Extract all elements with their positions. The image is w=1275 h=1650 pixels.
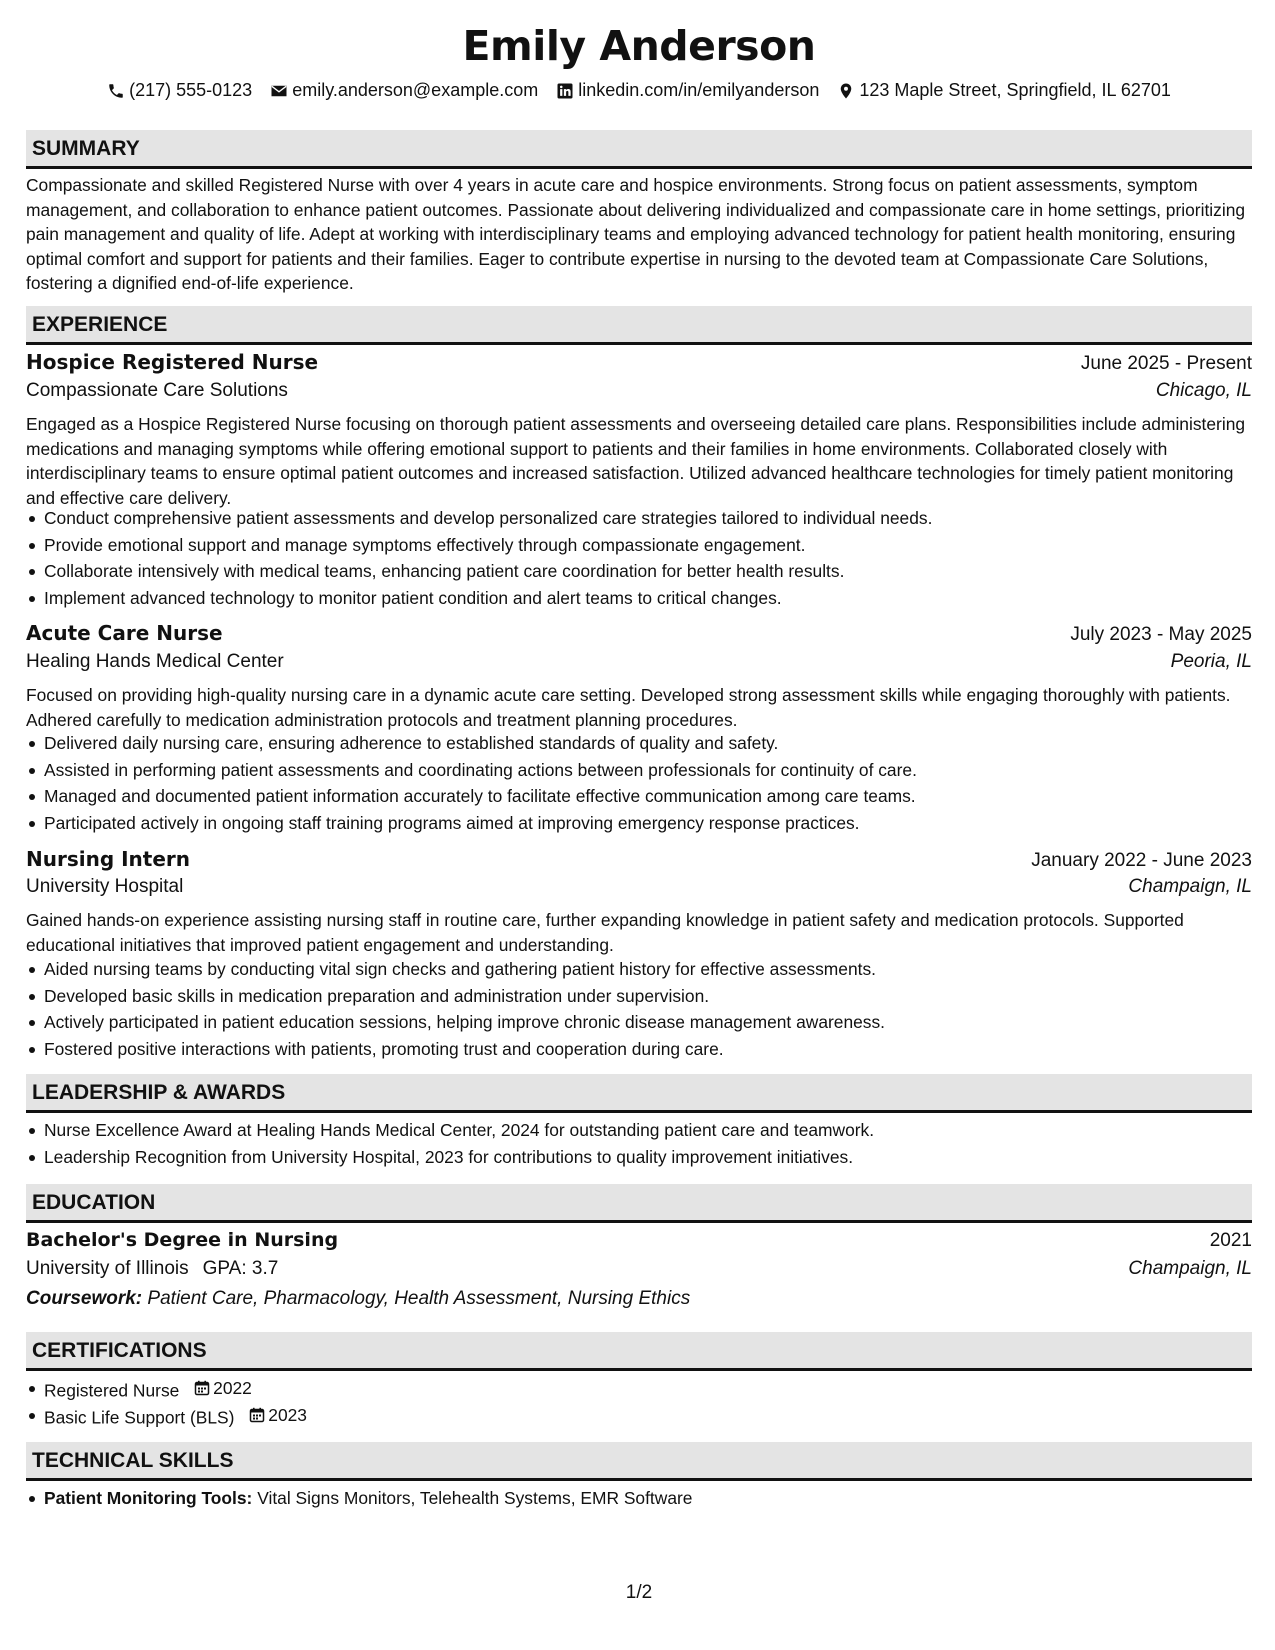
list-item: Assisted in performing patient assessments and coordinating actions between professionals for continuity of care. (26, 757, 1252, 784)
job-3-org-row (26, 876, 1252, 898)
job-dates: January 2022 - June 2023 (1031, 850, 1252, 871)
job-location: Champaign, IL (1128, 876, 1252, 897)
cert-name: Registered Nurse (44, 1380, 180, 1401)
skills-list (26, 1485, 1252, 1512)
job-3-header (26, 847, 1252, 872)
job-location: Chicago, IL (1155, 380, 1252, 401)
school-info (26, 1258, 278, 1280)
job-description: Gained hands-on experience assisting nursing staff in routine care, further expanding knowledge in patient safety and medication protocols. Supported educational initiatives that improved patient engagement and understanding. (26, 910, 1184, 955)
job-2-bullets (26, 730, 1252, 837)
skill-values: Vital Signs Monitors, Telehealth Systems, EMR Software (257, 1488, 693, 1508)
skills-heading: TECHNICAL SKILLS (26, 1442, 1252, 1481)
school-location: Champaign, IL (1128, 1258, 1252, 1279)
calendar-icon (249, 1407, 265, 1423)
list-item: Provide emotional support and manage symptoms effectively through compassionate engagement. (26, 532, 1252, 559)
degree-title: Bachelor's Degree in Nursing (26, 1229, 339, 1251)
job-description: Focused on providing high-quality nursing care in a dynamic acute care setting. Developed strong assessment skills while engaging thoroughly with patients. Adhered carefully to medication administration protocols and treatment planning procedures. (26, 685, 1231, 730)
cert-name: Basic Life Support (BLS) (44, 1407, 235, 1428)
skill-category: Patient Monitoring Tools: (44, 1488, 253, 1508)
certifications-heading: CERTIFICATIONS (26, 1332, 1252, 1371)
awards-heading: LEADERSHIP & AWARDS (26, 1074, 1252, 1113)
candidate-name: Emily Anderson (462, 22, 816, 70)
job-title: Acute Care Nurse (26, 621, 223, 645)
education-school-row (26, 1258, 1252, 1280)
list-item: Implement advanced technology to monitor patient condition and alert teams to critical changes. (26, 585, 1252, 612)
list-item: Actively participated in patient education sessions, helping improve chronic disease management awareness. (26, 1009, 1252, 1036)
list-item: Collaborate intensively with medical teams, enhancing patient care coordination for better health results. (26, 558, 1252, 585)
job-1-header (26, 350, 1252, 375)
list-item: Participated actively in ongoing staff training programs aimed at improving emergency response practices. (26, 810, 1252, 837)
summary-heading: SUMMARY (26, 130, 1252, 169)
phone-icon (107, 82, 125, 100)
graduation-year: 2021 (1209, 1230, 1252, 1251)
list-item: Fostered positive interactions with patients, promoting trust and cooperation during care. (26, 1036, 1252, 1063)
contact-bar (26, 80, 1252, 101)
job-organization: Healing Hands Medical Center (26, 651, 284, 672)
cert-date (249, 1402, 307, 1429)
list-item: Delivered daily nursing care, ensuring adherence to established standards of quality and safety. (26, 730, 1252, 757)
cert-year: 2023 (268, 1404, 307, 1425)
linkedin-icon (556, 82, 574, 100)
list-item: Leadership Recognition from University Hospital, 2023 for contributions to quality improvement initiatives. (26, 1144, 1252, 1171)
job-dates: June 2025 - Present (1080, 353, 1252, 374)
list-item (26, 1375, 1252, 1402)
job-description: Engaged as a Hospice Registered Nurse focusing on thorough patient assessments and overseeing detailed care plans. Responsibilities include administering medications and managing symptoms while offering emotional support to patients and their families in home environments. Collaborated closely with interdisciplinary teams to ensure optimal patient outcomes and increased satisfaction. Utilized advanced healthcare technologies for timely patient monitoring and effective care delivery. (26, 414, 1246, 508)
list-item (26, 1402, 1252, 1429)
job-2-header (26, 621, 1252, 646)
certifications-list (26, 1375, 1252, 1428)
coursework (26, 1288, 690, 1310)
list-item: Aided nursing teams by conducting vital sign checks and gathering patient history for effective assessments. (26, 956, 1252, 983)
job-dates: July 2023 - May 2025 (1070, 624, 1252, 645)
coursework-label: Coursework: (26, 1288, 143, 1309)
education-header (26, 1229, 1252, 1252)
email-text: emily.anderson@example.com (292, 80, 539, 100)
list-item: Developed basic skills in medication preparation and administration under supervision. (26, 983, 1252, 1010)
contact-address (837, 80, 1171, 101)
job-3-bullets (26, 956, 1252, 1063)
job-2-org-row (26, 651, 1252, 673)
cert-date (194, 1375, 252, 1402)
job-location: Peoria, IL (1170, 651, 1252, 672)
coursework-list: Patient Care, Pharmacology, Health Assessment, Nursing Ethics (147, 1288, 691, 1309)
gpa: GPA: 3.7 (202, 1258, 279, 1279)
experience-heading: EXPERIENCE (26, 306, 1252, 345)
phone-text: (217) 555-0123 (129, 80, 253, 100)
list-item: Conduct comprehensive patient assessments and develop personalized care strategies tailored to individual needs. (26, 505, 1252, 532)
list-item: Nurse Excellence Award at Healing Hands Medical Center, 2024 for outstanding patient care and teamwork. (26, 1117, 1252, 1144)
linkedin-text: linkedin.com/in/emilyanderson (578, 80, 820, 100)
contact-email[interactable] (270, 80, 538, 101)
list-item (26, 1485, 1252, 1512)
awards-list (26, 1117, 1252, 1170)
calendar-icon (194, 1380, 210, 1396)
summary-text: Compassionate and skilled Registered Nurse with over 4 years in acute care and hospice environments. Strong focus on patient assessments, symptom management, and collaboration to enhance patient outcomes. Passionate about delivering individualized and compassionate care in home settings, prioritizing pain management and quality of life. Adept at working with interdisciplinary teams and employing advanced technology for patient health monitoring, ensuring optimal comfort and support for patients and their families. Eager to contribute expertise in nursing to the devoted team at Compassionate Care Solutions, fostering a dignified end-of-life experience. (26, 175, 1246, 293)
map-pin-icon (837, 82, 855, 100)
contact-linkedin[interactable] (556, 80, 819, 101)
job-1-org-row (26, 380, 1252, 402)
education-heading: EDUCATION (26, 1184, 1252, 1223)
job-organization: Compassionate Care Solutions (26, 380, 288, 401)
envelope-icon (270, 82, 288, 100)
job-organization: University Hospital (26, 876, 184, 897)
job-1-bullets (26, 505, 1252, 612)
job-title: Nursing Intern (26, 847, 191, 871)
school-name: University of Illinois (26, 1258, 189, 1279)
page-number: 1/2 (625, 1582, 653, 1603)
address-text: 123 Maple Street, Springfield, IL 62701 (859, 80, 1171, 100)
contact-phone[interactable] (107, 80, 252, 101)
list-item: Managed and documented patient information accurately to facilitate effective communication among care teams. (26, 783, 1252, 810)
cert-year: 2022 (213, 1378, 252, 1398)
job-title: Hospice Registered Nurse (26, 350, 319, 374)
